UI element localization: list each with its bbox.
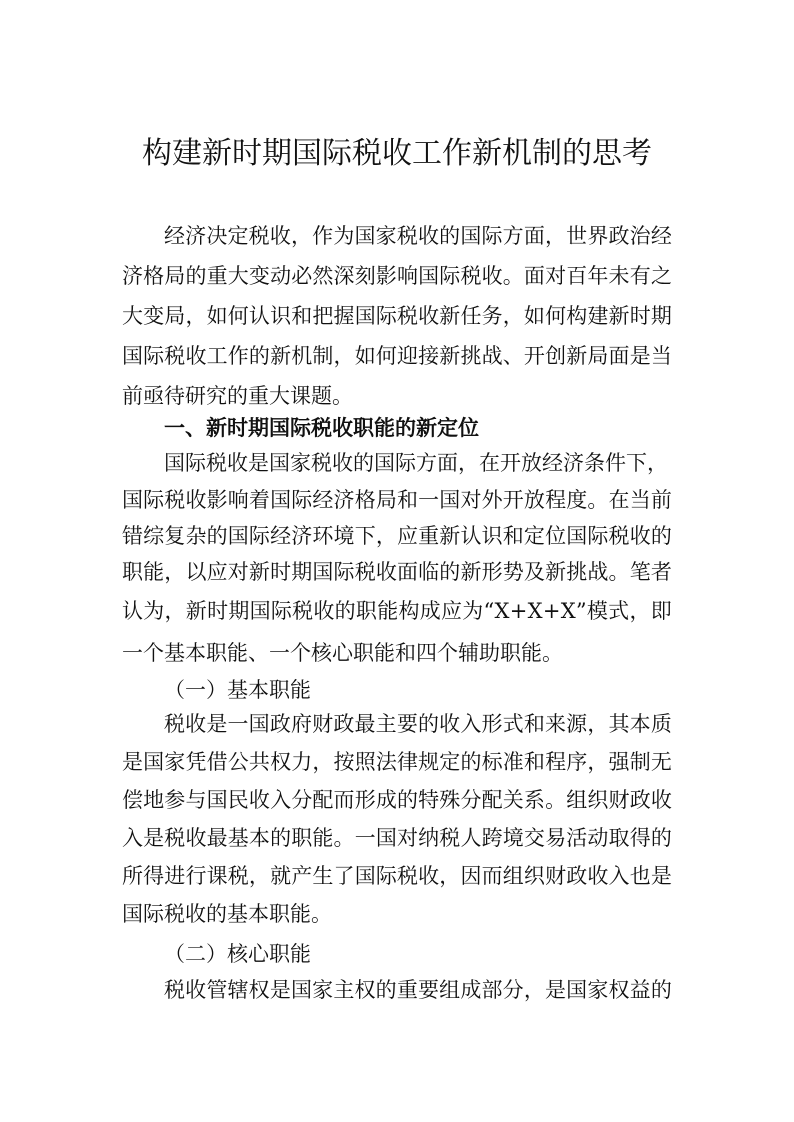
paragraph-line: 济格局的重大变动必然深刻影响国际税收。面对百年未有之 (122, 264, 673, 288)
paragraph-line: 入是税收最基本的职能。一国对纳税人跨境交易活动取得的 (122, 826, 673, 850)
paragraph-line: 偿地参与国民收入分配而形成的特殊分配关系。组织财政收 (122, 788, 673, 812)
paragraph-line: 是国家凭借公共权力，按照法律规定的标准和程序，强制无 (122, 750, 673, 774)
paragraph-line: 大变局，如何认识和把握国际税收新任务，如何构建新时期 (122, 304, 673, 328)
paragraph-line: 国际税收影响着国际经济格局和一国对外开放程度。在当前 (122, 488, 673, 512)
subsection-heading: （二）核心职能 (164, 942, 311, 966)
section-heading: 一、新时期国际税收职能的新定位 (164, 416, 479, 440)
paragraph-line: 国际税收是国家税收的国际方面，在开放经济条件下， (164, 451, 668, 475)
paragraph-line: 职能，以应对新时期国际税收面临的新形势及新挑战。笔者 (122, 560, 673, 584)
document-title: 构建新时期国际税收工作新机制的思考 (142, 136, 652, 171)
paragraph-line: 认为，新时期国际税收的职能构成应为“X+X+X”模式，即 (122, 599, 672, 623)
paragraph-line: 税收是一国政府财政最主要的收入形式和来源，其本质 (164, 712, 673, 736)
paragraph-line: 一个基本职能、一个核心职能和四个辅助职能。 (122, 641, 563, 665)
paragraph-line: 错综复杂的国际经济环境下，应重新认识和定位国际税收的 (122, 524, 673, 548)
paragraph-line: 国际税收工作的新机制，如何迎接新挑战、开创新局面是当 (122, 344, 673, 368)
paragraph-line: 国际税收的基本职能。 (122, 902, 332, 926)
paragraph-line: 经济决定税收，作为国家税收的国际方面，世界政治经 (164, 224, 673, 248)
paragraph-line: 税收管辖权是国家主权的重要组成部分，是国家权益的 (164, 978, 673, 1002)
paragraph-line: 前亟待研究的重大课题。 (122, 384, 353, 408)
paragraph-line: 所得进行课税，就产生了国际税收，因而组织财政收入也是 (122, 864, 673, 888)
subsection-heading: （一）基本职能 (164, 678, 311, 702)
